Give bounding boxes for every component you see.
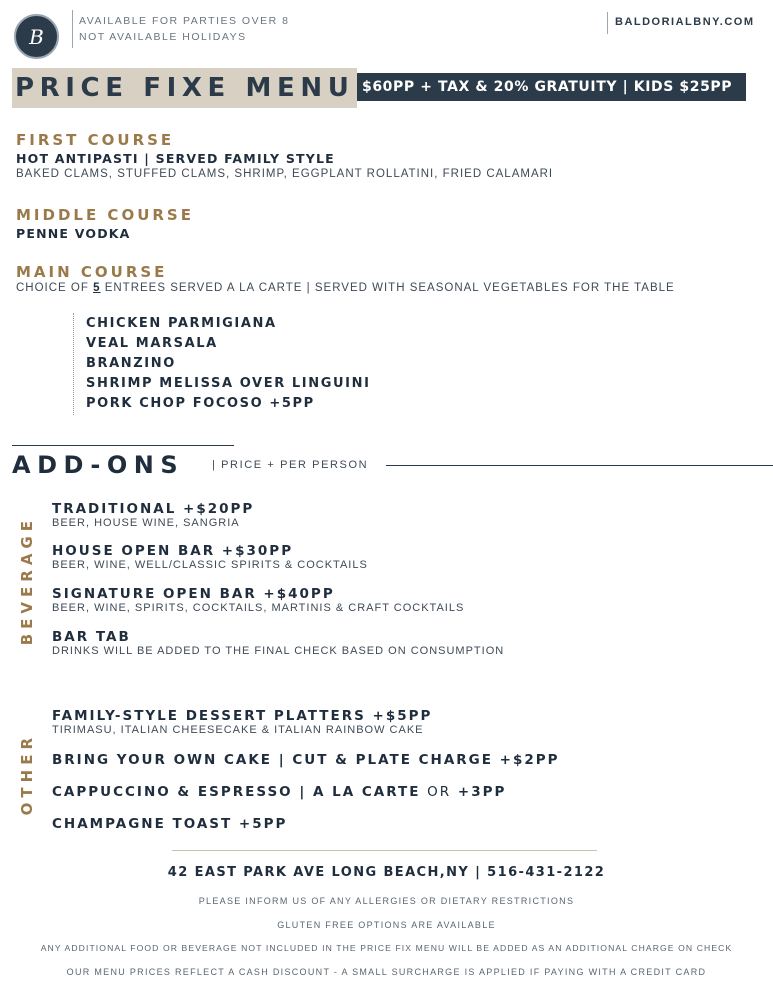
main-course-heading: MAIN COURSE xyxy=(16,263,168,281)
cappuccino-label: CAPPUCCINO & ESPRESSO | A LA CARTE xyxy=(52,784,428,800)
allergy-note: PLEASE INFORM US OF ANY ALLERGIES OR DIETARY RESTRICTIONS xyxy=(198,896,575,906)
addons-rule-left xyxy=(12,445,234,446)
additional-charge-note: ANY ADDITIONAL FOOD OR BEVERAGE NOT INCLUDED IN THE PRICE FIX MENU WILL BE ADDED AS AN ADDITIONAL CHARGE ON CHECK xyxy=(40,943,733,953)
beverage-item-desc: BEER, WINE, SPIRITS, COCKTAILS, MARTINIS & CRAFT COCKTAILS xyxy=(52,602,465,614)
champagne-toast: CHAMPAGNE TOAST +5PP xyxy=(52,816,288,832)
address-phone: 42 EAST PARK AVE LONG BEACH,NY | 516-431-2122 xyxy=(167,865,606,880)
beverage-item-title: SIGNATURE OPEN BAR +$40PP xyxy=(52,586,335,602)
website-divider xyxy=(607,12,608,34)
website-link[interactable]: BALDORIALBNY.COM xyxy=(615,16,755,28)
menu-title-banner xyxy=(12,68,357,108)
beverage-item-desc: BEER, HOUSE WINE, SANGRIA xyxy=(52,517,240,529)
main-course-choice-line xyxy=(16,282,675,294)
other-label: OTHER xyxy=(18,733,36,816)
beverage-label: BEVERAGE xyxy=(18,516,36,646)
party-size-note: AVAILABLE FOR PARTIES OVER 8 xyxy=(79,15,290,27)
choice-suffix: ENTREES SERVED A LA CARTE | SERVED WITH SEASONAL VEGETABLES FOR THE TABLE xyxy=(100,282,675,294)
menu-title: PRICE FIXE MENU xyxy=(15,73,355,103)
header-divider xyxy=(72,10,73,48)
beverage-item-title: TRADITIONAL +$20PP xyxy=(52,501,255,517)
entree-divider xyxy=(73,313,74,415)
cash-discount-note: OUR MENU PRICES REFLECT A CASH DISCOUNT - A SMALL SURCHARGE IS APPLIED IF PAYING WITH A CREDIT CARD xyxy=(66,967,707,977)
entree-item: SHRIMP MELISSA OVER LINGUINI xyxy=(86,376,371,391)
price-banner xyxy=(357,73,746,101)
restaurant-logo xyxy=(14,14,59,59)
entree-item: PORK CHOP FOCOSO +5PP xyxy=(86,396,315,411)
gluten-note: GLUTEN FREE OPTIONS ARE AVAILABLE xyxy=(277,920,496,930)
addons-subtitle: | PRICE + PER PERSON xyxy=(212,459,369,471)
first-course-heading: FIRST COURSE xyxy=(16,131,175,149)
cappuccino-price: +3PP xyxy=(451,784,507,800)
first-course-description: BAKED CLAMS, STUFFED CLAMS, SHRIMP, EGGPLANT ROLLATINI, FRIED CALAMARI xyxy=(16,168,554,180)
beverage-item-title: BAR TAB xyxy=(52,629,131,645)
middle-course-item: PENNE VODKA xyxy=(16,226,131,241)
cappuccino-or: OR xyxy=(427,784,452,800)
entree-item: CHICKEN PARMIGIANA xyxy=(86,316,277,331)
cake-charge: BRING YOUR OWN CAKE | CUT & PLATE CHARGE +$2PP xyxy=(52,752,560,768)
addons-rule-right xyxy=(386,465,773,466)
dessert-title: FAMILY-STYLE DESSERT PLATTERS +$5PP xyxy=(52,708,433,724)
holiday-note: NOT AVAILABLE HOLIDAYS xyxy=(79,31,247,43)
beverage-item-desc: BEER, WINE, WELL/CLASSIC SPIRITS & COCKTAILS xyxy=(52,559,368,571)
choice-prefix: CHOICE OF xyxy=(16,282,94,294)
choice-count: 5 xyxy=(93,282,101,294)
beverage-item-title: HOUSE OPEN BAR +$30PP xyxy=(52,543,294,559)
entree-item: VEAL MARSALA xyxy=(86,336,218,351)
beverage-item-desc: DRINKS WILL BE ADDED TO THE FINAL CHECK BASED ON CONSUMPTION xyxy=(52,645,505,657)
footer-rule xyxy=(172,850,597,851)
middle-course-heading: MIDDLE COURSE xyxy=(16,206,194,224)
cappuccino-line xyxy=(52,784,506,800)
entree-item: BRANZINO xyxy=(86,356,176,371)
dessert-desc: TIRIMASU, ITALIAN CHEESECAKE & ITALIAN RAINBOW CAKE xyxy=(52,724,424,736)
first-course-subheading: HOT ANTIPASTI | SERVED FAMILY STYLE xyxy=(16,151,335,166)
addons-title: ADD-ONS xyxy=(12,451,185,479)
logo-letter: B xyxy=(29,24,44,49)
price-line: $60PP + TAX & 20% GRATUITY | KIDS $25PP xyxy=(362,79,733,95)
